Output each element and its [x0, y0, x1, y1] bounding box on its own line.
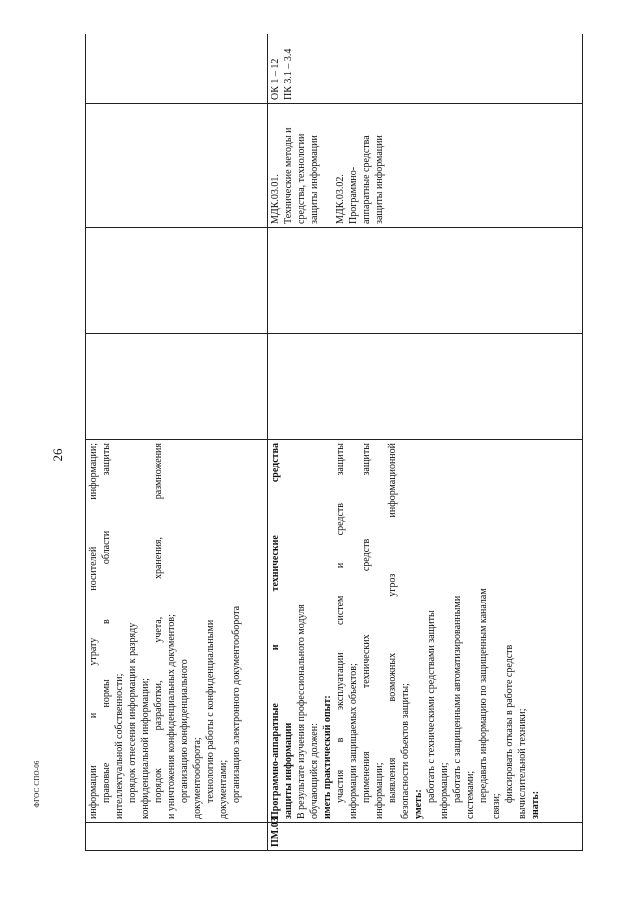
mdk-code: МДК.03.02.	[335, 174, 346, 224]
table-container	[85, 34, 583, 851]
mdk-spacer	[321, 107, 334, 224]
description-line: связи;	[491, 793, 502, 819]
empty-cell	[86, 334, 268, 440]
empty-cell	[86, 228, 268, 334]
competencies-cell	[268, 34, 583, 104]
description-line: правовые нормы в области защиты	[101, 443, 112, 803]
competency-code: ПК 3.1 – 3.4	[283, 48, 294, 100]
page-number: 26	[50, 448, 65, 462]
description-line: безопасности объектов защиты;	[400, 683, 411, 819]
footer-label: ФГОС СПО-06	[33, 760, 41, 808]
description-line: информации;	[374, 762, 385, 819]
module-code-cell: ПМ.03	[268, 823, 583, 851]
competency-code: ОК 1 – 12	[270, 58, 281, 100]
description-line: работать с техническими средствами защиты	[426, 610, 437, 803]
empty-cell	[268, 228, 583, 334]
mdk-title-line: защиты информации	[374, 135, 385, 224]
module-code-cell	[86, 823, 268, 851]
description-line: обучающийся должен:	[309, 723, 320, 819]
description-line: документооборота;	[192, 737, 203, 819]
section-heading: уметь:	[413, 789, 424, 819]
mdk-title-line: Программно-	[348, 166, 359, 224]
rotated-table-area	[85, 34, 583, 851]
description-line: выявления возможных угроз информационной	[387, 443, 398, 803]
description-line: и уничтожения конфиденциальных документов;	[166, 614, 177, 819]
description-line: организацию электронного документооборота	[231, 605, 242, 803]
section-heading: иметь практический опыт:	[322, 695, 333, 819]
empty-cell	[86, 34, 268, 104]
mdk-title-line: Технические методы и	[283, 127, 294, 224]
module-description-cell	[86, 440, 268, 823]
description-line: передавать информацию по защищенным каналам	[478, 588, 489, 803]
description-line: информации;	[439, 762, 450, 819]
mdk-title-line: средства, технологии	[296, 133, 307, 224]
empty-cell	[86, 104, 268, 228]
description-line: вычислительной техники;	[517, 708, 528, 819]
description-line: порядок отнесения информации к разряду	[127, 622, 138, 803]
curriculum-table	[85, 34, 583, 851]
description-line: интеллектуальной собственности;	[114, 673, 125, 819]
module-title-line: защиты информации	[283, 722, 294, 819]
description-line: применения технических средств защиты	[361, 443, 372, 803]
description-line: фиксировать отказы в работе средств	[504, 644, 515, 803]
description-line: технологию работы с конфиденциальными	[205, 619, 216, 803]
description-line: работать с защищенными автоматизированными	[452, 595, 463, 803]
description-line: информации защищаемых объектов;	[348, 663, 359, 819]
section-heading: знать:	[530, 790, 541, 819]
table-row	[268, 34, 583, 851]
description-line: участия в эксплуатации систем и средств защиты	[335, 443, 346, 803]
empty-cell	[268, 334, 583, 440]
mdk-title-line: аппаратные средства	[361, 135, 372, 224]
mdk-title-line: защиты информации	[309, 135, 320, 224]
mdk-code: МДК.03.01.	[270, 174, 281, 224]
table-row	[86, 34, 268, 851]
mdk-cell	[268, 104, 583, 228]
description-line: информации и утрату носителей информации;	[88, 443, 99, 819]
description-line: порядок разработки, учета, хранения, размножения	[153, 443, 164, 803]
description-line: системами;	[465, 770, 476, 819]
description-line: конфиденциальной информации;	[140, 678, 151, 819]
description-line: организацию конфиденциального	[179, 659, 190, 803]
description-line: документами;	[218, 759, 229, 819]
description-line: В результате изучения профессионального модуля	[296, 604, 307, 819]
module-description-cell	[268, 440, 583, 823]
module-title-line: Программно-аппаратные и технические средства	[270, 443, 281, 819]
